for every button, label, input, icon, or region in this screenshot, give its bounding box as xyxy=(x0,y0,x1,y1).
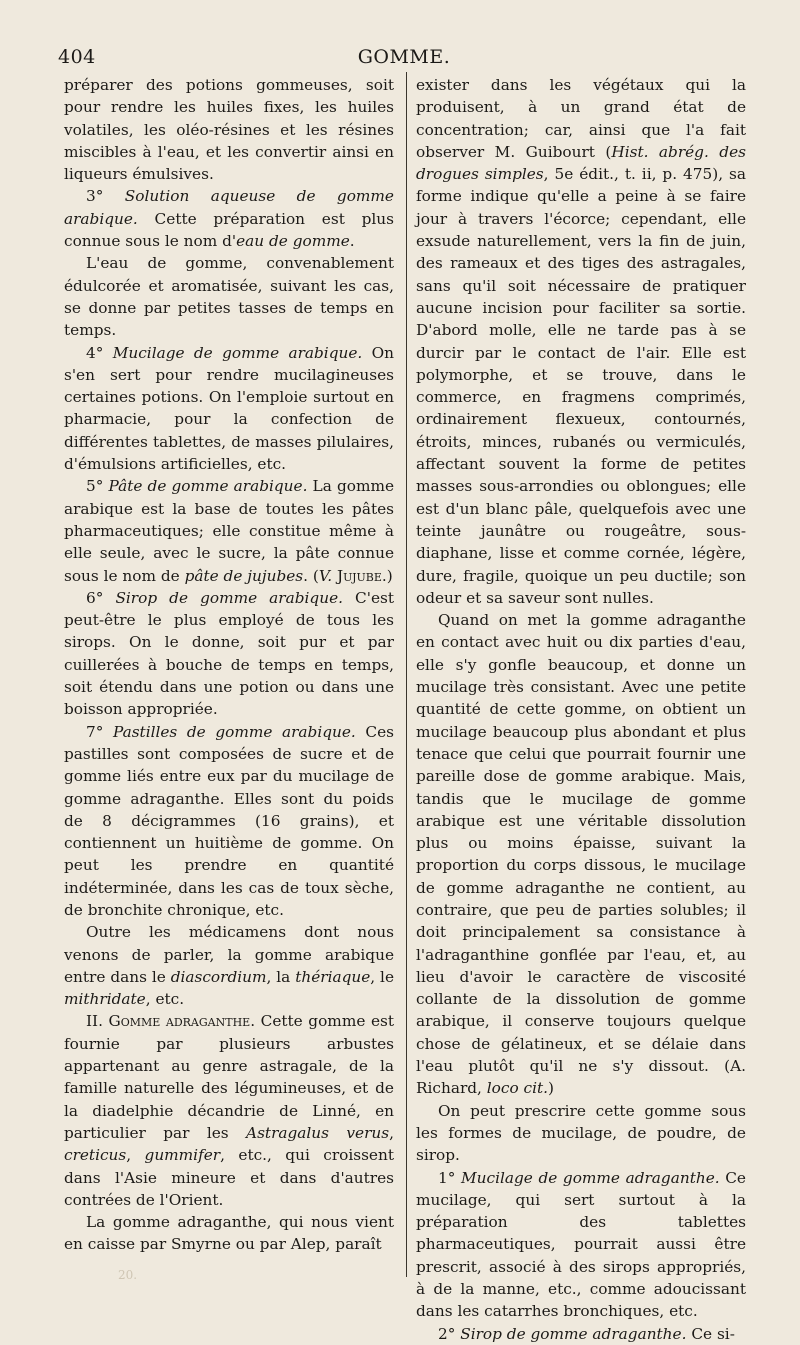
left-column xyxy=(64,74,394,1256)
paragraph: exister dans les végétaux qui la produisent, à un grand état de concentration; car, ainsi que l'a fait observer M. Guibourt (Hist. abrég. des drogues simples, 5e édit., t. ii, p. 475), sa forme indique qu'elle a peine à se faire jour à travers l'écorce; cependant, elle exsude naturellement, vers la fin de juin, des rameaux et des tiges des astragales, sans qu'il soit nécessaire de pratiquer aucune incision pour faciliter sa sortie. D'abord molle, elle ne tarde pas à se durcir par le contact de l'air. Elle est polymorphe, et se trouve, dans le commerce, en fragmens comprimés, ordinairement flexueux, contournés, étroits, minces, rubanés ou vermiculés, affectant souvent la forme de petites masses sous-arrondies ou oblongues; elle est d'un blanc pâle, quelquefois avec une teinte jaunâtre ou rougeâtre, sous-diaphane, lisse et comme cornée, légère, dure, fragile, quoique un peu ductile; son odeur et sa saveur sont nulles. xyxy=(416,76,746,607)
paragraph: La gomme adraganthe, qui nous vient en caisse par Smyrne ou par Alep, paraît xyxy=(64,1213,394,1254)
section-heading: II. Gomme adraganthe. xyxy=(86,1012,256,1031)
paragraph: 6° Sirop de gomme arabique. C'est peut-être le plus employé de tous les sirops. On le donne, soit pur et par cuillerées à bouche de temps en temps, soit étendu dans une potion ou dans une boisson appropriée. xyxy=(64,588,394,719)
paragraph: II. Gomme adraganthe. Cette gomme est fournie par plusieurs arbustes appartenant au genre astragale, de la famille naturelle des légumineuses, et de la diadelphie décandrie de Linné, en particulier par les Astragalus verus, creticus, gummifer, etc., qui croissent dans l'Asie mineure et dans d'autres contrées de l'Orient. xyxy=(64,1012,394,1209)
paragraph: Quand on met la gomme adraganthe en contact avec huit ou dix parties d'eau, elle s'y gonfle beaucoup, et donne un mucilage très consistant. Avec une petite quantité de cette gomme, on obtient un mucilage beaucoup plus abondant et plus tenace que celui que pourrait fournir une pareille dose de gomme arabique. Mais, tandis que le mucilage de gomme arabique est une véritable dissolution plus ou moins épaisse, suivant la proportion du corps dissous, le mucilage de gomme adraganthe ne contient, au contraire, que peu de parties solubles; il doit principalement sa consistance à l'adraganthine gonflée par l'eau, et, au lieu d'avoir le caractère de viscosité collante de la dissolution de gomme arabique, il conserve toujours quelque chose de gélatineux, et se délaie dans l'eau plutôt qu'il ne s'y dissout. (A. Richard, loco cit.) xyxy=(416,611,746,1098)
paragraph: 4° Mucilage de gomme arabique. On s'en sert pour rendre mucilagineuses certaines potions. On l'emploie surtout en pharmacie, pour la confection de différentes tablettes, de masses pilulaires, d'émulsions artificielles, etc. xyxy=(64,343,394,474)
page-number: 404 xyxy=(58,46,96,68)
signature-mark: 20. xyxy=(118,1268,138,1282)
paragraph: 1° Mucilage de gomme adraganthe. Ce mucilage, qui sert surtout à la préparation des tablettes pharmaceutiques, pourrait aussi être prescrit, associé à des sirops appropriés, à de la manne, etc., comme adoucissant dans les catarrhes bronchiques, etc. xyxy=(416,1168,746,1321)
paragraph: 7° Pastilles de gomme arabique. Ces pastilles sont composées de sucre et de gomme liés entre eux par du mucilage de gomme adraganthe. Elles sont du poids de 8 décigrammes (16 grains), et contiennent un huitième de gomme. On peut les prendre en quantité indéterminée, dans les cas de toux sèche, de bronchite chronique, etc. xyxy=(64,722,394,919)
paragraph: On peut prescrire cette gomme sous les formes de mucilage, de poudre, de sirop. xyxy=(416,1101,746,1165)
paragraph: Outre les médicamens dont nous venons de parler, la gomme arabique entre dans le diascordium, la thériaque, le mithridate, etc. xyxy=(64,923,394,1009)
paragraph: L'eau de gomme, convenablement édulcorée et aromatisée, suivant les cas, se donne par petites tasses de temps en temps. xyxy=(64,254,394,340)
paragraph: préparer des potions gommeuses, soit pour rendre les huiles fixes, les huiles volatiles, les oléo-résines et les résines miscibles à l'eau, et les convertir ainsi en liqueurs émulsives. xyxy=(64,76,394,184)
paragraph: 3° Solution aqueuse de gomme arabique. Cette préparation est plus connue sous le nom d'eau de gomme. xyxy=(64,187,394,251)
right-column xyxy=(416,74,746,1345)
running-head: GOMME. xyxy=(357,46,451,68)
paragraph: 2° Sirop de gomme adraganthe. Ce si- xyxy=(438,1324,735,1343)
column-rule xyxy=(406,72,407,1277)
paragraph: 5° Pâte de gomme arabique. La gomme arabique est la base de toutes les pâtes pharmaceutiques; elle constitue même à elle seule, avec le sucre, la pâte connue sous le nom de pâte de jujubes. (V. Jujube.) xyxy=(64,477,395,585)
